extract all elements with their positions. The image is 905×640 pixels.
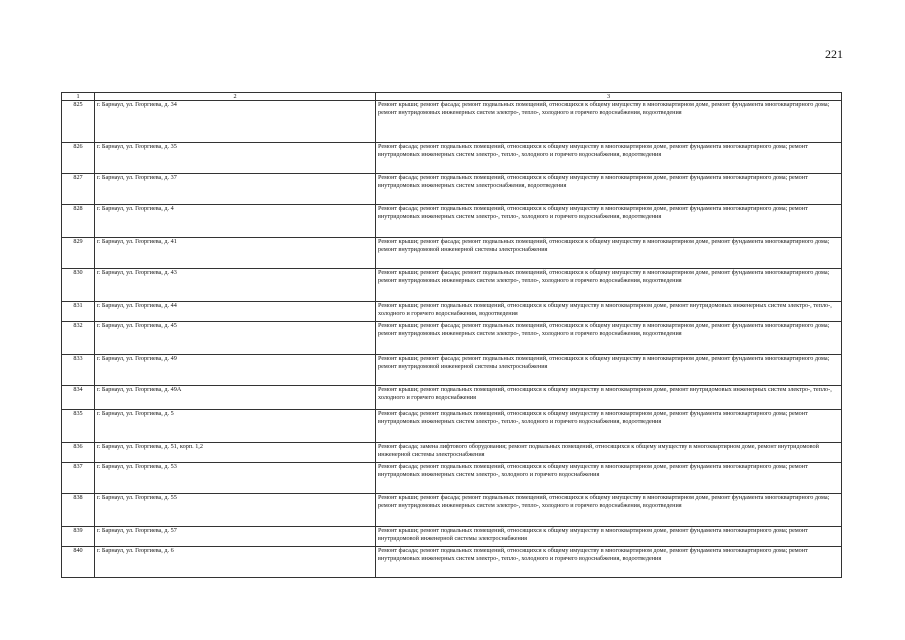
- works-cell: Ремонт крыши; ремонт фасада; ремонт подвальных помещений, относящихся к общему имуществу в многоквартирном доме, ремонт фундамента многоквартирного дома; ремонт внутридомовых инженерных систем электро-, тепло-, холодного и горячего водоснабжения, водоотведения: [376, 494, 842, 527]
- table-header-row: [62, 93, 842, 101]
- row-number-cell: 832: [62, 322, 95, 355]
- address-cell: г. Барнаул, ул. Георгиева, д. 5: [95, 410, 376, 443]
- row-number-cell: 840: [62, 547, 95, 578]
- address-cell: г. Барнаул, ул. Георгиева, д. 55: [95, 494, 376, 527]
- works-cell: Ремонт фасада; ремонт подвальных помещений, относящихся к общему имуществу в многоквартирном доме, ремонт фундамента многоквартирного дома; ремонт внутридомовых инженерных систем электро-, тепло-, холодного и горячего водоснабжения, водоотведения: [376, 547, 842, 578]
- row-number-cell: 827: [62, 174, 95, 205]
- table-row: [62, 443, 842, 463]
- works-cell: Ремонт крыши; ремонт фасада; ремонт подвальных помещений, относящихся к общему имуществу в многоквартирном доме, ремонт фундамента многоквартирного дома; ремонт внутридомовых инженерных систем электро-, тепло-, холодного и горячего водоснабжения, водоотведения: [376, 101, 842, 143]
- column-header-2: 2: [95, 93, 376, 101]
- column-header-1: 1: [62, 93, 95, 101]
- works-cell: Ремонт крыши; ремонт подвальных помещений, относящихся к общему имуществу в многоквартирном доме, ремонт фундамента многоквартирного дома; ремонт внутридомовой инженерной системы электроснабжения: [376, 527, 842, 547]
- table-row: [62, 322, 842, 355]
- table-row: [62, 410, 842, 443]
- address-cell: г. Барнаул, ул. Георгиева, д. 49: [95, 355, 376, 386]
- page-number: 221: [825, 47, 843, 61]
- address-cell: г. Барнаул, ул. Георгиева, д. 44: [95, 302, 376, 322]
- row-number-cell: 833: [62, 355, 95, 386]
- table-row: [62, 238, 842, 269]
- table-body: [62, 101, 842, 578]
- works-cell: Ремонт крыши; ремонт фасада; ремонт подвальных помещений, относящихся к общему имуществу в многоквартирном доме, ремонт фундамента многоквартирного дома; ремонт внутридомовых инженерных систем электро-, тепло-, холодного и горячего водоснабжения, водоотведения: [376, 322, 842, 355]
- works-cell: Ремонт крыши; ремонт подвальных помещений, относящихся к общему имуществу в многоквартирном доме, ремонт внутридомовых инженерных систем электро-, тепло-, холодного и горячего водоснабжения, водоотведения: [376, 302, 842, 322]
- address-cell: г. Барнаул, ул. Георгиева, д. 34: [95, 101, 376, 143]
- row-number-cell: 837: [62, 463, 95, 494]
- row-number-cell: 836: [62, 443, 95, 463]
- address-cell: г. Барнаул, ул. Георгиева, д. 51, корп. 1,2: [95, 443, 376, 463]
- table-row: [62, 269, 842, 302]
- works-cell: Ремонт крыши; ремонт фасада; ремонт подвальных помещений, относящихся к общему имуществу в многоквартирном доме, ремонт фундамента многоквартирного дома; ремонт внутридомовой инженерной системы электроснабжения: [376, 355, 842, 386]
- row-number-cell: 830: [62, 269, 95, 302]
- table-row: [62, 143, 842, 174]
- table-row: [62, 174, 842, 205]
- repair-works-table: [61, 92, 842, 578]
- table-row: [62, 101, 842, 143]
- row-number-cell: 838: [62, 494, 95, 527]
- row-number-cell: 834: [62, 386, 95, 410]
- works-cell: Ремонт фасада; ремонт подвальных помещений, относящихся к общему имуществу в многоквартирном доме, ремонт фундамента многоквартирного дома; ремонт внутридомовых инженерных систем электро-, холодного и горячего водоснабжения: [376, 463, 842, 494]
- works-cell: Ремонт крыши; ремонт подвальных помещений, относящихся к общему имуществу в многоквартирном доме, ремонт внутридомовых инженерных систем электро-, тепло-, холодного и горячего водоснабжения: [376, 386, 842, 410]
- address-cell: г. Барнаул, ул. Георгиева, д. 57: [95, 527, 376, 547]
- table-row: [62, 355, 842, 386]
- row-number-cell: 828: [62, 205, 95, 238]
- row-number-cell: 831: [62, 302, 95, 322]
- row-number-cell: 839: [62, 527, 95, 547]
- works-cell: Ремонт крыши; ремонт фасада; ремонт подвальных помещений, относящихся к общему имуществу в многоквартирном доме, ремонт фундамента многоквартирного дома; ремонт внутридомовых инженерных систем электро-, тепло-, холодного и горячего водоснабжения, водоотведения: [376, 269, 842, 302]
- address-cell: г. Барнаул, ул. Георгиева, д. 35: [95, 143, 376, 174]
- works-cell: Ремонт фасада; ремонт подвальных помещений, относящихся к общему имуществу в многоквартирном доме, ремонт фундамента многоквартирного дома; ремонт внутридомовых инженерных систем электро-, тепло-, холодного и горячего водоснабжения, водоотведения: [376, 143, 842, 174]
- table-row: [62, 463, 842, 494]
- address-cell: г. Барнаул, ул. Георгиева, д. 41: [95, 238, 376, 269]
- address-cell: г. Барнаул, ул. Георгиева, д. 4: [95, 205, 376, 238]
- works-cell: Ремонт фасада; ремонт подвальных помещений, относящихся к общему имуществу в многоквартирном доме, ремонт фундамента многоквартирного дома; ремонт внутридомовых инженерных систем электро-, тепло-, холодного и горячего водоснабжения, водоотведения: [376, 410, 842, 443]
- address-cell: г. Барнаул, ул. Георгиева, д. 45: [95, 322, 376, 355]
- address-cell: г. Барнаул, ул. Георгиева, д. 49А: [95, 386, 376, 410]
- works-cell: Ремонт крыши; ремонт фасада; ремонт подвальных помещений, относящихся к общему имуществу в многоквартирном доме, ремонт фундамента многоквартирного дома; ремонт внутридомовой инженерной системы электроснабжения: [376, 238, 842, 269]
- row-number-cell: 835: [62, 410, 95, 443]
- table-row: [62, 494, 842, 527]
- works-cell: Ремонт фасада; ремонт подвальных помещений, относящихся к общему имуществу в многоквартирном доме, ремонт фундамента многоквартирного дома; ремонт внутридомовых инженерных систем электро-, тепло-, холодного и горячего водоснабжения, водоотведения: [376, 205, 842, 238]
- address-cell: г. Барнаул, ул. Георгиева, д. 43: [95, 269, 376, 302]
- row-number-cell: 826: [62, 143, 95, 174]
- table-row: [62, 302, 842, 322]
- address-cell: г. Барнаул, ул. Георгиева, д. 37: [95, 174, 376, 205]
- works-cell: Ремонт фасада; замена лифтового оборудования; ремонт подвальных помещений, относящихся к общему имуществу в многоквартирном доме, ремонт внутридомовой инженерной системы электроснабжения: [376, 443, 842, 463]
- table-row: [62, 205, 842, 238]
- table-row: [62, 547, 842, 578]
- column-header-3: 3: [376, 93, 842, 101]
- table-row: [62, 527, 842, 547]
- works-cell: Ремонт фасада; ремонт подвальных помещений, относящихся к общему имуществу в многоквартирном доме, ремонт фундамента многоквартирного дома; ремонт внутридомовых инженерных систем электроснабжения, водоотведения: [376, 174, 842, 205]
- address-cell: г. Барнаул, ул. Георгиева, д. 6: [95, 547, 376, 578]
- table-row: [62, 386, 842, 410]
- row-number-cell: 825: [62, 101, 95, 143]
- row-number-cell: 829: [62, 238, 95, 269]
- address-cell: г. Барнаул, ул. Георгиева, д. 53: [95, 463, 376, 494]
